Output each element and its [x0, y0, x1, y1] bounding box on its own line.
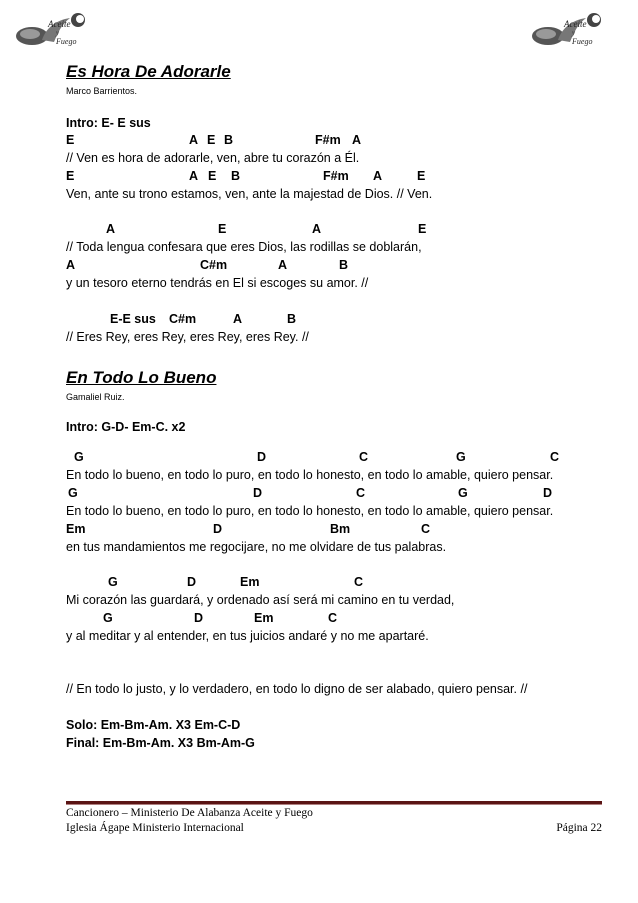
- chord: B: [224, 133, 234, 147]
- chord: E: [207, 133, 216, 147]
- chord: C: [550, 450, 560, 464]
- chord: A: [373, 169, 383, 183]
- svg-text:y: y: [572, 29, 576, 37]
- svg-text:y: y: [56, 29, 60, 37]
- lyric-line: Ven, ante su trono estamos, ven, ante la majestad de Dios. // Ven.: [66, 187, 433, 201]
- chord: D: [187, 575, 197, 589]
- page-number: Página 22: [556, 822, 602, 834]
- svg-text:Aceite: Aceite: [48, 19, 71, 29]
- chord: E: [417, 169, 426, 183]
- chord: A: [278, 258, 288, 272]
- chord: C#m: [169, 312, 197, 326]
- chord: D: [257, 450, 267, 464]
- chord: A: [352, 133, 362, 147]
- footer-title: Cancionero – Ministerio De Alabanza Aceite y Fuego: [66, 807, 313, 819]
- chord: G: [456, 450, 466, 464]
- svg-text:Fuego: Fuego: [56, 37, 77, 46]
- chord: C#m: [200, 258, 228, 272]
- chord: F#m: [323, 169, 349, 183]
- chord: F#m: [315, 133, 341, 147]
- chord: E: [66, 133, 75, 147]
- ministry-logo-right: [528, 10, 606, 50]
- chord: C: [421, 522, 431, 536]
- chord: Em: [66, 522, 86, 536]
- chord: E: [208, 169, 217, 183]
- intro-line: Intro: G-D- Em-C. x2: [66, 420, 186, 434]
- chord: A: [106, 222, 116, 236]
- lyric-line: en tus mandamientos me regocijare, no me olvidare de tus palabras.: [66, 540, 447, 554]
- chord: E-E sus: [110, 312, 156, 326]
- lyric-line: // Toda lengua confesara que eres Dios, las rodillas se doblarán,: [66, 240, 422, 254]
- intro-line: Intro: E- E sus: [66, 116, 151, 130]
- chord: E: [418, 222, 427, 236]
- ministry-logo-left: [12, 10, 90, 50]
- flame-logo-icon: [528, 10, 606, 50]
- footer-church: Iglesia Ágape Ministerio Internacional: [66, 822, 244, 834]
- chord: C: [328, 611, 338, 625]
- chord: D: [213, 522, 223, 536]
- footer-divider-shadow: [66, 804, 602, 805]
- lyric-line: En todo lo bueno, en todo lo puro, en todo lo honesto, en todo lo amable, quiero pensar.: [66, 468, 554, 482]
- lyric-line: y un tesoro eterno tendrás en El si escoges su amor. //: [66, 276, 369, 290]
- chord: D: [194, 611, 204, 625]
- chord: A: [189, 169, 199, 183]
- chord: A: [233, 312, 243, 326]
- song-author: Marco Barrientos.: [66, 86, 138, 96]
- lyric-line: En todo lo bueno, en todo lo puro, en todo lo honesto, en todo lo amable, quiero pensar.: [66, 504, 554, 518]
- chord: E: [66, 169, 75, 183]
- song-author: Gamaliel Ruiz.: [66, 392, 125, 402]
- chord: G: [74, 450, 84, 464]
- lyric-line: y al meditar y al entender, en tus juicios andaré y no me apartaré.: [66, 629, 429, 643]
- flame-logo-icon: [12, 10, 90, 50]
- chord: C: [354, 575, 364, 589]
- chord: A: [189, 133, 199, 147]
- chord: D: [253, 486, 263, 500]
- song-title: En Todo Lo Bueno: [66, 368, 217, 387]
- lyric-line: // En todo lo justo, y lo verdadero, en todo lo digno de ser alabado, quiero pensar. //: [66, 682, 528, 696]
- chord: G: [103, 611, 113, 625]
- chord: D: [543, 486, 553, 500]
- chord: E: [218, 222, 227, 236]
- chord: C: [356, 486, 366, 500]
- final-line: Final: Em-Bm-Am. X3 Bm-Am-G: [66, 736, 255, 750]
- chord: B: [339, 258, 349, 272]
- chord: B: [231, 169, 241, 183]
- chord: B: [287, 312, 297, 326]
- song-title: Es Hora De Adorarle: [66, 62, 231, 81]
- chord: G: [108, 575, 118, 589]
- lyric-line: // Eres Rey, eres Rey, eres Rey, eres Rey. //: [66, 330, 309, 344]
- lyric-line: Mi corazón las guardará, y ordenado así será mi camino en tu verdad,: [66, 593, 455, 607]
- svg-text:Fuego: Fuego: [572, 37, 593, 46]
- chord: A: [66, 258, 76, 272]
- svg-text:Aceite: Aceite: [564, 19, 587, 29]
- chord: Em: [240, 575, 260, 589]
- chord: A: [312, 222, 322, 236]
- chord: Bm: [330, 522, 351, 536]
- lyric-line: // Ven es hora de adorarle, ven, abre tu corazón a Él.: [66, 151, 360, 165]
- chord: G: [68, 486, 78, 500]
- chord: Em: [254, 611, 274, 625]
- chord: C: [359, 450, 369, 464]
- solo-line: Solo: Em-Bm-Am. X3 Em-C-D: [66, 718, 241, 732]
- chord: G: [458, 486, 468, 500]
